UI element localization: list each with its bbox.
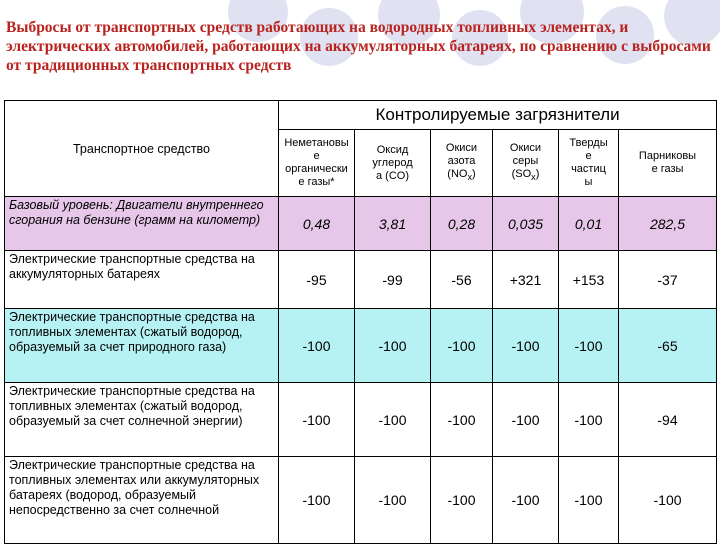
value-cell: 282,5 <box>619 197 717 251</box>
value-cell: -95 <box>279 251 355 309</box>
value-cell: -100 <box>279 457 355 544</box>
pollutants-group-header: Контролируемые загрязнители <box>279 101 717 130</box>
pollutant-column-header: Неметановы е органически е газы* <box>279 130 355 197</box>
vehicle-type-cell: Электрические транспортные средства на аккумуляторных батареях <box>5 251 279 309</box>
table-row <box>5 309 717 383</box>
table-row <box>5 197 717 251</box>
pollutant-column-header: Окиси серы $(SO_x)$ <box>493 130 559 197</box>
value-cell: -100 <box>559 309 619 383</box>
vehicle-column-header: Транспортное средство <box>5 101 279 197</box>
value-cell: -100 <box>279 309 355 383</box>
value-cell: -100 <box>431 457 493 544</box>
value-cell: +153 <box>559 251 619 309</box>
vehicle-type-cell: Базовый уровень: Двигатели внутреннего сгорания на бензине (грамм на километр) <box>5 197 279 251</box>
value-cell: 3,81 <box>355 197 431 251</box>
value-cell: -37 <box>619 251 717 309</box>
value-cell: -100 <box>355 309 431 383</box>
vehicle-type-cell: Электрические транспортные средства на топливных элементах или аккумуляторных батареях (водород, образуемый непосредственно за счет солнечной <box>5 457 279 544</box>
value-cell: -100 <box>355 383 431 457</box>
value-cell: -100 <box>493 457 559 544</box>
value-cell: -99 <box>355 251 431 309</box>
value-cell: +321 <box>493 251 559 309</box>
value-cell: -100 <box>493 309 559 383</box>
value-cell: -94 <box>619 383 717 457</box>
value-cell: 0,01 <box>559 197 619 251</box>
value-cell: -100 <box>559 457 619 544</box>
table-row <box>5 383 717 457</box>
value-cell: -56 <box>431 251 493 309</box>
page-title: Выбросы от транспортных средств работающих на водородных топливных элементах, и электрических автомобилей, работающих на аккумуляторных батареях, по сравнению с выбросами от традиционных транспортных средств <box>6 19 711 74</box>
emissions-table <box>4 100 717 544</box>
value-cell: -100 <box>431 309 493 383</box>
value-cell: -100 <box>559 383 619 457</box>
value-cell: -100 <box>355 457 431 544</box>
value-cell: -100 <box>279 383 355 457</box>
value-cell: 0,035 <box>493 197 559 251</box>
value-cell: 0,28 <box>431 197 493 251</box>
table-row <box>5 251 717 309</box>
vehicle-type-cell: Электрические транспортные средства на топливных элементах (сжатый водород, образуемый за счет природного газа) <box>5 309 279 383</box>
table-body <box>5 197 717 544</box>
table-row <box>5 457 717 544</box>
pollutant-column-header: Оксид углерод а (CO) <box>355 130 431 197</box>
value-cell: 0,48 <box>279 197 355 251</box>
pollutant-column-header: Окиси азота $(NO_x)$ <box>431 130 493 197</box>
value-cell: -65 <box>619 309 717 383</box>
value-cell: -100 <box>493 383 559 457</box>
pollutant-column-header: Тверды е частиц ы <box>559 130 619 197</box>
pollutant-column-header: Парниковы е газы <box>619 130 717 197</box>
value-cell: -100 <box>619 457 717 544</box>
value-cell: -100 <box>431 383 493 457</box>
vehicle-type-cell: Электрические транспортные средства на топливных элементах (сжатый водород, образуемый за счет солнечной энергии) <box>5 383 279 457</box>
